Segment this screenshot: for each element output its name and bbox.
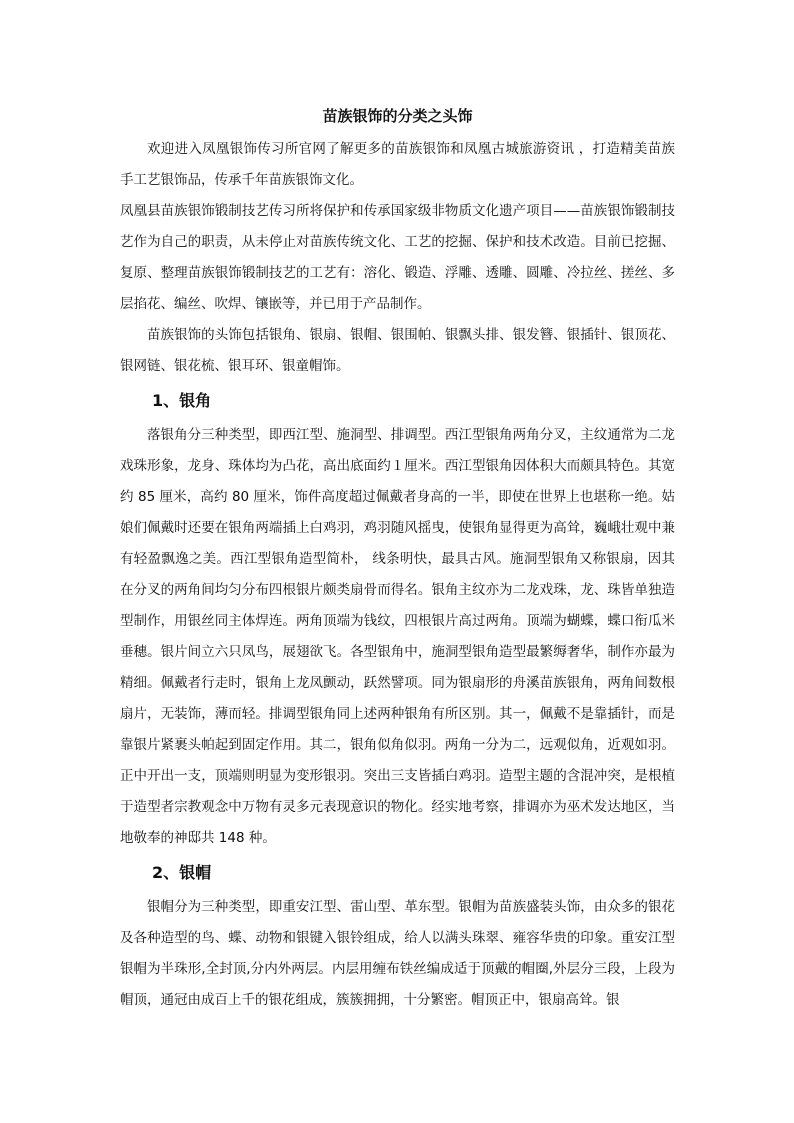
- document-body: [120, 104, 675, 1016]
- page-title: 苗族银饰的分类之头饰: [322, 107, 473, 125]
- intro-paragraph: 欢迎进入凤凰银饰传习所官网了解更多的苗族银饰和凤凰古城旅游资讯 ，打造精美苗族手工艺银饰品，传承千年苗族银饰文化。: [120, 141, 675, 188]
- heritage-paragraph: 凤凰县苗族银饰锻制技艺传习所将保护和传承国家级非物质文化遗产项目——苗族银饰锻制技艺作为自己的职责，从未停止对苗族传统文化、工艺的挖掘、保护和技术改造。目前已挖掘、复原、整理苗族银饰锻制技艺的工艺有：溶化、锻造、浮雕、透雕、圆雕、冷拉丝、搓丝、多层掐花、编丝、吹焊、镶嵌等，并已用于产品制作。: [120, 203, 675, 312]
- silver-hat-paragraph: 银帽分为三种类型，即重安江型、雷山型、革东型。银帽为苗族盛装头饰，由众多的银花及各种造型的鸟、蝶、动物和银键入银铃组成，给人以满头珠翠、雍容华贵的印象。重安江型银帽为半珠形,全封顶,分内外两层。内层用缠布铁丝编成适于顶戴的帽圈,外层分三段，上段为帽顶，通冠由成百上千的银花组成，簇簇拥拥，十分繁密。帽顶正中，银扇高耸。银: [120, 899, 675, 1008]
- headwear-list-paragraph: 苗族银饰的头饰包括银角、银扇、银帽、银围帕、银飘头排、银发簪、银插针、银顶花、银网链、银花梳、银耳环、银童帽饰。: [120, 327, 675, 374]
- section-heading-silver-horns: 1、银角: [152, 391, 212, 410]
- section-heading-silver-hat: 2、银帽: [152, 863, 212, 882]
- silver-horns-paragraph: 落银角分三种类型，即西江型、施洞型、排调型。西江型银角两角分叉，主纹通常为二龙戏珠形象，龙身、珠体均为凸花，高出底面约１厘米。西江型银角因体积大而颇具特色。其宽约 85 厘米，高约 80 厘米，饰件高度超过佩戴者身高的一半，即使在世界上也堪称一绝。姑娘们佩戴时还要在银角两端插上白鸡羽，鸡羽随风摇曳，使银角显得更为高耸，巍峨壮观中兼有轻盈飘逸之美。西江型银角造型简朴， 线条明快，最具古风。施洞型银角又称银扇，因其在分叉的两角间均匀分布四根银片颇类扇骨而得名。银角主纹亦为二龙戏珠，龙、珠皆单独造型制作，用银丝同主体焊连。两角顶端为钱纹，四根银片高过两角。顶端为蝴蝶，蝶口衔瓜米垂穗。银片间立六只凤鸟，展翅欲飞。各型银角中，施洞型银角造型最繁缛奢华，制作亦最为精细。佩戴者行走时，银角上龙凤颤动，跃然譬项。同为银扇形的舟溪苗族银角，两角间数根扇片，无装饰，薄而轻。排调型银角同上述两种银角有所区别。其一，佩戴不是靠插针，而是靠银片紧裹头帕起到固定作用。其二，银角似角似羽。两角一分为二，远观似角，近观如羽。正中开出一支，顶端则明显为变形银羽。突出三支皆插白鸡羽。造型主题的含混冲突，是根植于造型者宗教观念中万物有灵多元表现意识的物化。经实地考察，排调亦为巫术发达地区，当地敬奉的神邸共 148 种。: [120, 427, 675, 846]
